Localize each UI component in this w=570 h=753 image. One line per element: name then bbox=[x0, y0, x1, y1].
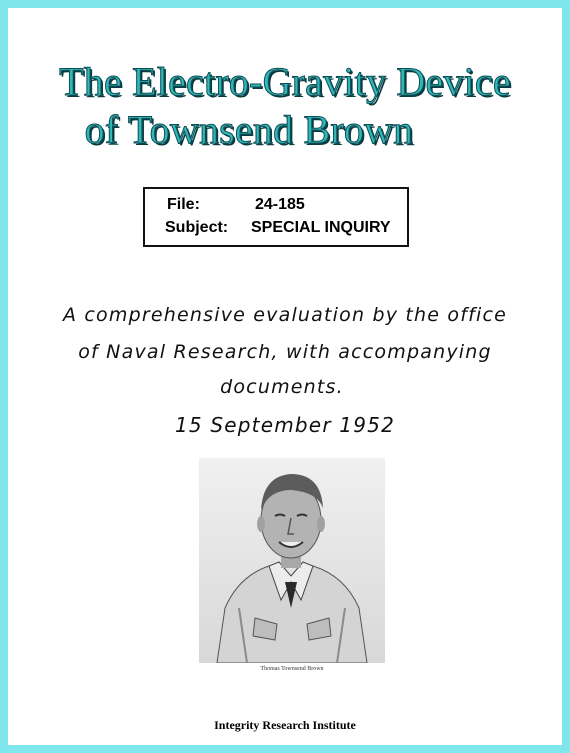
publisher-name: Integrity Research Institute bbox=[214, 718, 356, 732]
title-line-2: of Townsend Brown bbox=[84, 107, 414, 152]
file-label: File: bbox=[167, 196, 200, 213]
description-line-2: of Naval Research, with accompanying bbox=[78, 341, 492, 363]
file-box bbox=[143, 187, 409, 247]
portrait-image bbox=[199, 458, 385, 663]
description-date: 15 September 1952 bbox=[174, 413, 395, 437]
file-value: 24-185 bbox=[255, 196, 305, 213]
description-line-3: documents. bbox=[220, 376, 344, 398]
title-line-1: The Electro-Gravity Device bbox=[59, 59, 511, 104]
file-row bbox=[145, 194, 407, 216]
subject-label: Subject: bbox=[165, 219, 229, 236]
photo-caption: Thomas Townsend Brown bbox=[260, 666, 324, 672]
description-line-1: A comprehensive evaluation by the office bbox=[62, 304, 508, 326]
subject-row bbox=[145, 217, 407, 239]
portrait-photo bbox=[199, 458, 385, 663]
subject-value: SPECIAL INQUIRY bbox=[251, 219, 391, 236]
